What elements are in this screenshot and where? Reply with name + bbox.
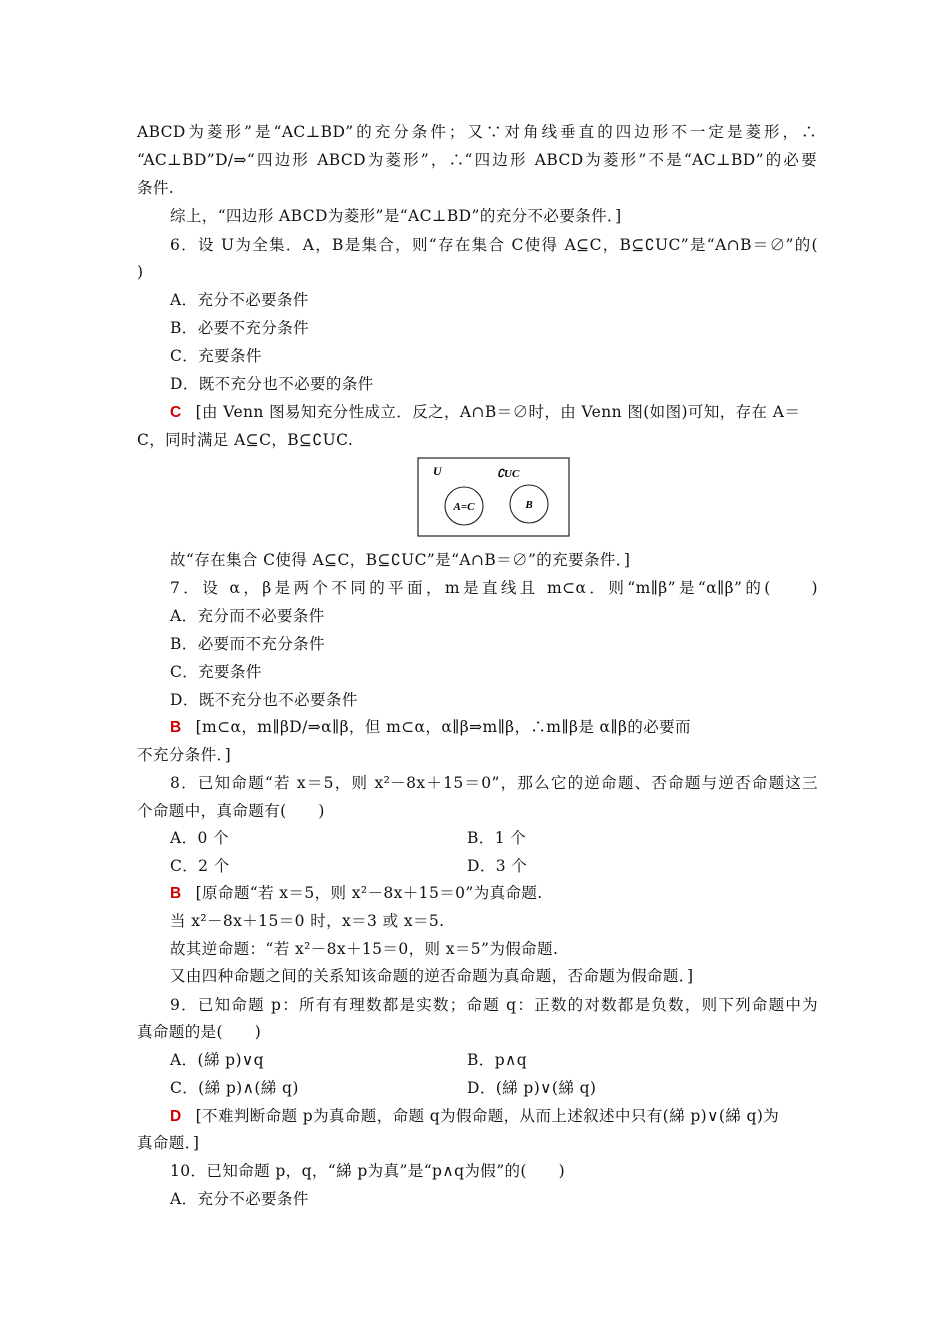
text-line: ABCD为菱形”是“AC⊥BD”的充分条件；又∵对角线垂直的四边形不一定是菱形，∴ [137,123,817,141]
question-8-option-a: A．0 个 [170,829,229,847]
answer-text: [m⊂α，m∥βD/⇒α∥β，但 m⊂α，α∥β⇒m∥β，∴m∥β是 α∥β的必要而 [195,718,691,736]
question-6-answer-conclusion: 故“存在集合 C使得 A⊆C，B⊆∁UC”是“A∩B＝∅”的充要条件．] [170,551,631,569]
circle-a-c-label: A=C [453,501,475,513]
question-7-option-c: C．充要条件 [170,663,262,681]
circle-b-label: B [525,499,533,511]
question-8-option-d: D．3 个 [467,857,528,875]
question-9-option-d: D．(綈 p)∨(綈 q) [467,1079,597,1097]
answer-letter: B [170,885,182,902]
question-9-answer [170,1103,818,1129]
text-line: 条件. [137,179,175,197]
question-9-answer-cont: 真命题．] [137,1134,200,1152]
question-9-option-c: C．(綈 p)∧(綈 q) [170,1079,299,1097]
answer-text: [原命题“若 x＝5，则 x²－8x＋15＝0”为真命题. [195,884,543,902]
question-7-option-d: D．既不充分也不必要条件 [170,691,358,709]
question-8-option-c: C．2 个 [170,857,230,875]
question-7-answer [170,714,818,740]
question-8-answer-line: 故其逆命题：“若 x²－8x＋15＝0，则 x＝5”为假命题. [170,940,559,958]
venn-diagram [417,457,570,537]
question-8-option-b: B．1 个 [467,829,527,847]
text-line: 综上，“四边形 ABCD为菱形”是“AC⊥BD”的充分不必要条件．] [170,207,622,225]
question-6-answer [170,399,818,425]
answer-text: [由 Venn 图易知充分性成立．反之，A∩B＝∅时，由 Venn 图(如图)可知，存在 A＝ [195,403,801,421]
question-8-stem-cont: 个命题中，真命题有( ) [137,802,325,820]
question-9-option-b: B．p∧q [467,1051,528,1069]
question-10-option-a: A．充分不必要条件 [170,1190,309,1208]
question-7-option-a: A．充分而不必要条件 [170,607,325,625]
complement-label: ∁UC [497,468,520,480]
answer-letter: C [170,404,182,421]
question-9-stem-cont: 真命题的是( ) [137,1023,262,1041]
question-6-option-c: C．充要条件 [170,347,262,365]
answer-text: [不难判断命题 p为真命题，命题 q为假命题，从而上述叙述中只有(綈 p)∨(綈 q)为 [195,1107,780,1125]
question-8-stem: 8．已知命题“若 x＝5，则 x²－8x＋15＝0”，那么它的逆命题、否命题与逆否命题这三 [170,774,818,792]
question-10-stem: 10．已知命题 p，q，“綈 p为真”是“p∧q为假”的( ) [170,1162,566,1180]
question-8-answer-line: 又由四种命题之间的关系知该命题的逆否命题为真命题，否命题为假命题．] [170,967,694,985]
question-7-stem: 7．设 α，β是两个不同的平面，m是直线且 m⊂α．则“m∥β”是“α∥β”的( ) [170,579,818,597]
question-6-option-a: A．充分不必要条件 [170,291,309,309]
question-6-stem: 6．设 U为全集．A，B是集合，则“存在集合 C使得 A⊆C，B⊆∁UC”是“A∩B＝∅”的( [170,236,818,254]
question-6-option-d: D．既不充分也不必要的条件 [170,375,374,393]
question-6-stem-cont: ) [137,263,144,281]
text-line: “AC⊥BD”D/⇒“四边形 ABCD为菱形”，∴“四边形 ABCD为菱形”不是“AC⊥BD”的必要 [137,151,817,169]
question-8-answer-line: 当 x²－8x＋15＝0 时，x＝3 或 x＝5. [170,912,445,930]
question-6-option-b: B．必要不充分条件 [170,319,309,337]
answer-letter: D [170,1108,182,1125]
question-9-option-a: A．(綈 p)∨q [170,1051,265,1069]
question-8-answer [170,880,818,906]
question-6-answer-cont: C，同时满足 A⊆C，B⊆∁UC. [137,431,354,449]
question-9-stem: 9．已知命题 p：所有有理数都是实数；命题 q：正数的对数都是负数，则下列命题中为 [170,996,818,1014]
question-7-option-b: B．必要而不充分条件 [170,635,325,653]
question-7-answer-cont: 不充分条件．] [137,746,232,764]
universe-label: U [433,464,442,478]
answer-letter: B [170,719,182,736]
